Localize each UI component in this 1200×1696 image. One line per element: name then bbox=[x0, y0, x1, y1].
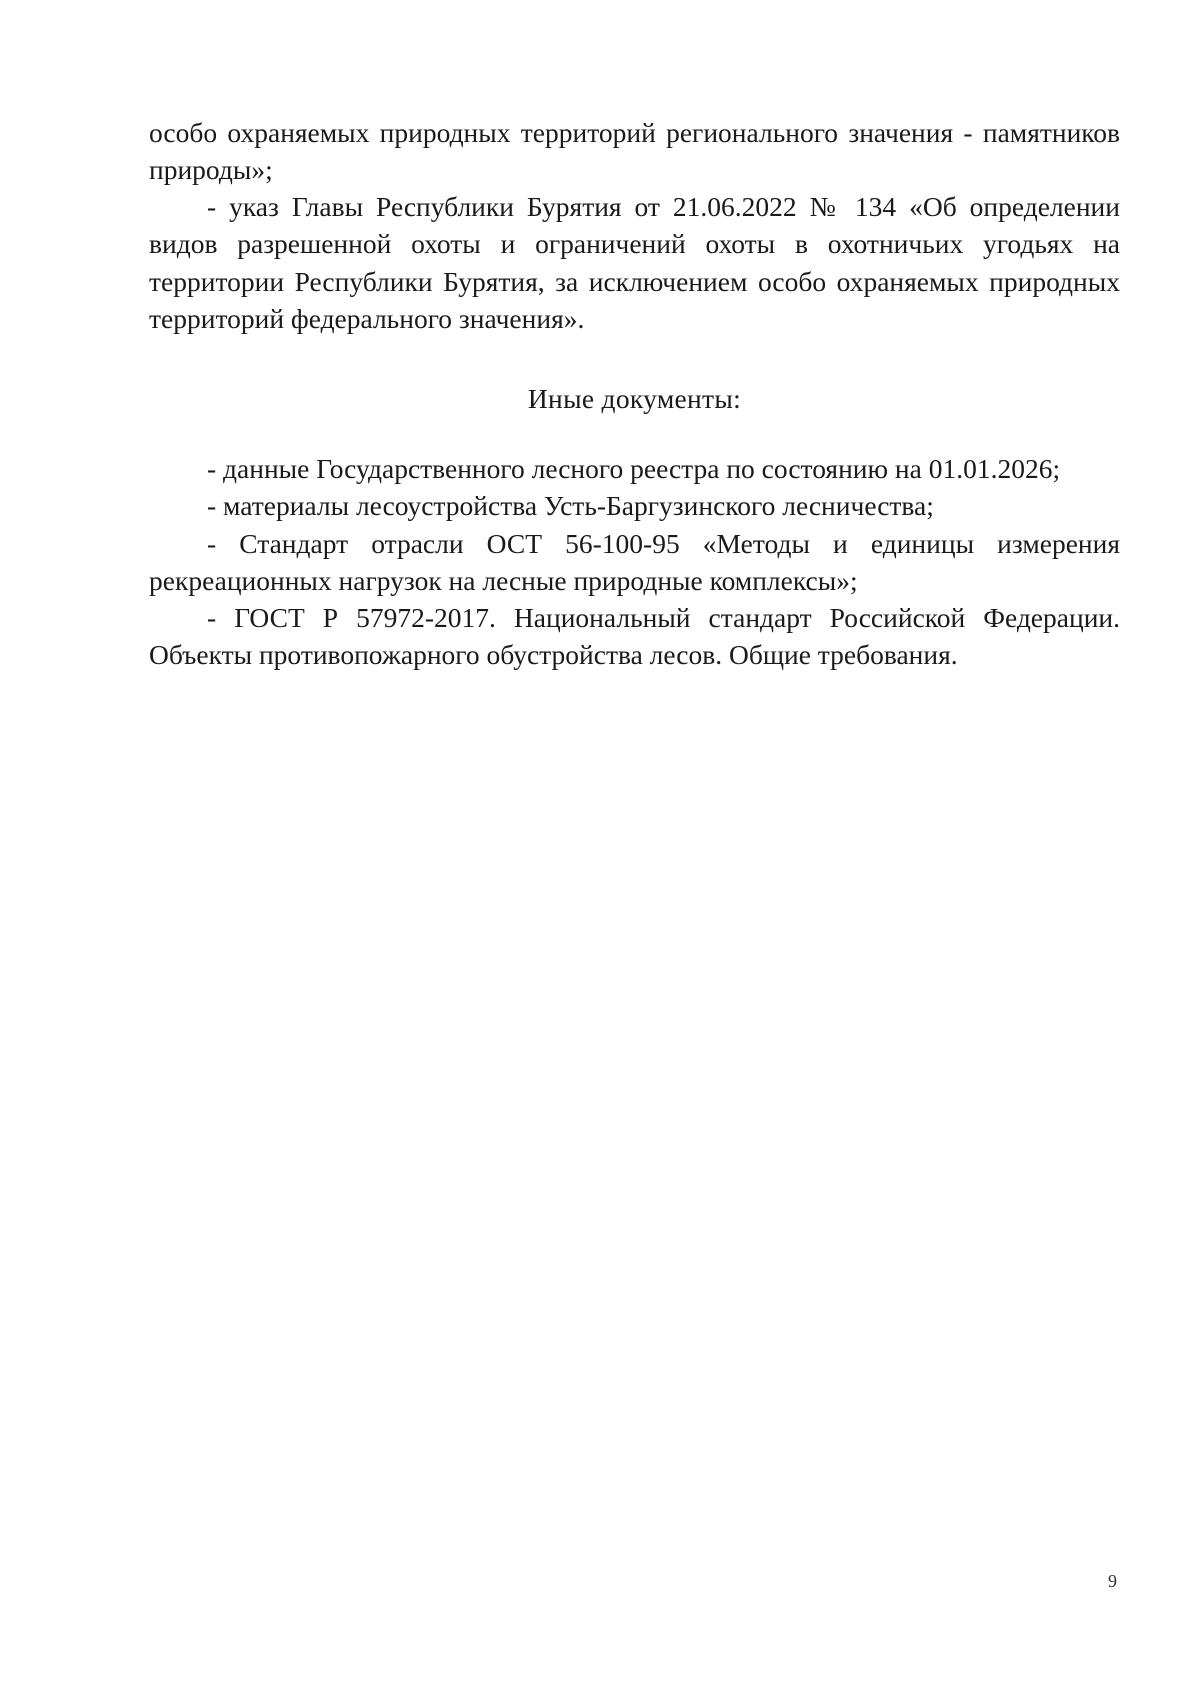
list-item: - данные Государственного лесного реестра по состоянию на 01.01.2026; bbox=[207, 453, 1061, 484]
list-item: - указ Главы Республики Бурятия от 21.06.2022 № 134 «Об определении видов разрешенной охоты и ограничений охоты в охотничьих угодьях на территории Республики Бурятия, за исключением особо охраняемых природных территорий федерального значения». bbox=[149, 191, 1120, 334]
section-heading: Иные документы: bbox=[527, 383, 742, 414]
list-item: - материалы лесоустройства Усть-Баргузинского лесничества; bbox=[207, 490, 934, 522]
other-documents-list bbox=[149, 450, 1120, 674]
list-item: - ГОСТ Р 57972-2017. Национальный стандарт Российской Федерации. Объекты противопожарного обустройства лесов. Общие требования. bbox=[149, 602, 1120, 671]
page-number: 9 bbox=[1108, 1571, 1117, 1591]
legal-acts-list bbox=[149, 188, 1120, 337]
continuation-paragraph: особо охраняемых природных территорий регионального значения - памятников природы»; bbox=[149, 117, 1120, 186]
list-item: - Стандарт отрасли ОСТ 56-100-95 «Методы и единицы измерения рекреационных нагрузок на лесные природные комплексы»; bbox=[149, 527, 1120, 596]
